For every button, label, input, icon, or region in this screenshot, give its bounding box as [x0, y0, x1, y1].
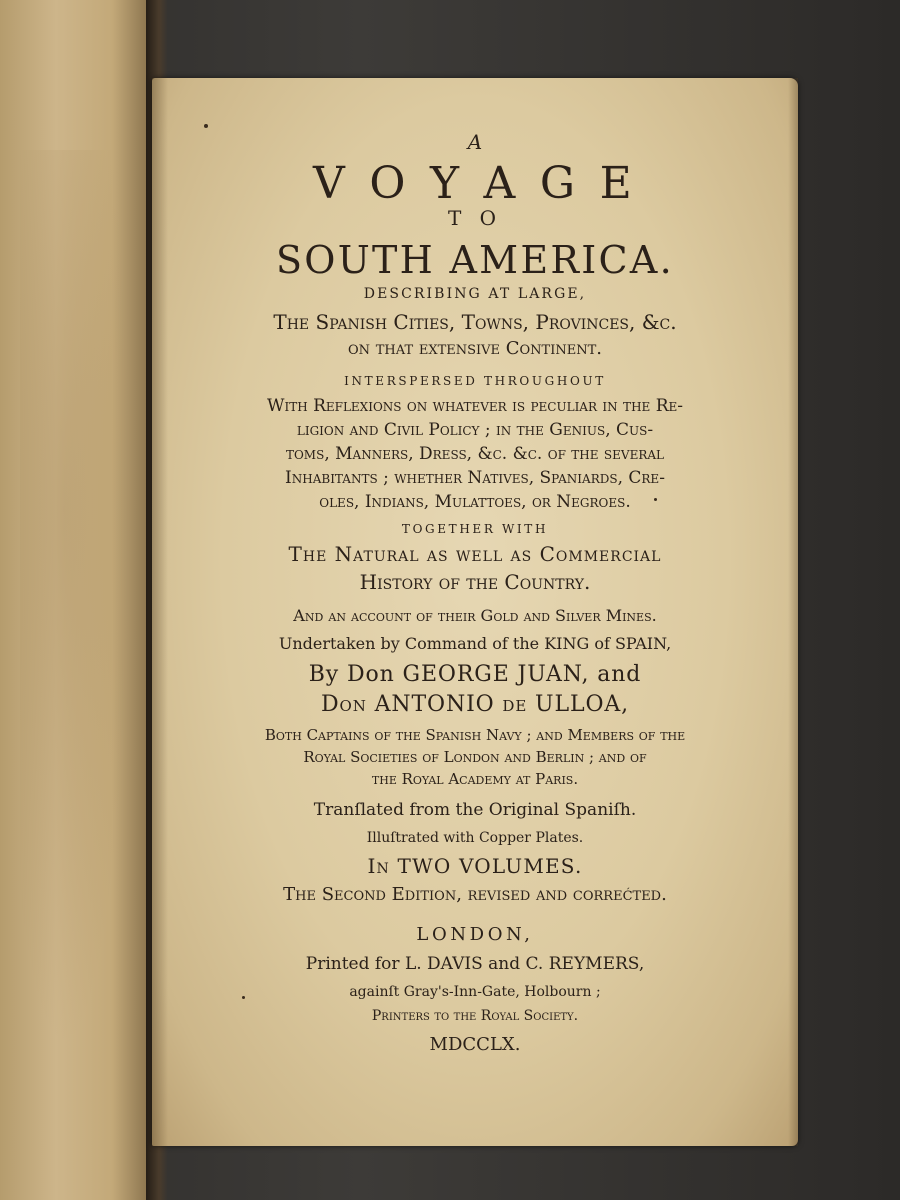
left-page-stain: [20, 150, 130, 1050]
imprint-printed-for: Printed for L. DAVIS and C. REYMERS,: [305, 954, 645, 974]
describing-heading: DESCRIBING AT LARGE,: [363, 286, 587, 302]
title-south-america: SOUTH AMERICA.: [275, 238, 674, 282]
foxing-spot: [204, 124, 208, 128]
reflexions-line-3: toms, Manners, Dress, &c. &c. of the ſeveral: [285, 444, 665, 464]
continent-line: on that extenſive Continent.: [348, 338, 602, 359]
imprint-year: MDCCLX.: [429, 1034, 521, 1055]
translated-line: Tranſlated from the Original Spaniſh.: [313, 800, 637, 820]
reflexions-line-5: oles, Indians, Mulattoes, or Negroes.: [319, 492, 631, 512]
reflexions-line-4: Inhabitants ; whether Natives, Spaniards, Cre-: [285, 468, 665, 488]
illustrated-line: Illuſtrated with Copper Plates.: [366, 830, 584, 846]
mines-line: And an account of their Gold and Silver Mines.: [293, 606, 657, 625]
imprint-city: LONDON,: [416, 924, 534, 945]
cities-line: The Spanish Cities, Towns, Provinces, &c.: [273, 310, 677, 334]
author-ulloa: Don ANTONIO de ULLOA,: [321, 692, 629, 717]
volumes-line: In TWO VOLUMES.: [367, 854, 583, 878]
natural-history-line-1: The Natural as well as Commercial: [288, 542, 662, 566]
command-line: Undertaken by Command of the KING of SPAIN,: [278, 634, 672, 653]
title-to: T O: [447, 206, 503, 230]
edition-line: The Second Edition, reviſed and correćted.: [283, 884, 667, 905]
captains-line-3: the Royal Academy at Paris.: [371, 770, 579, 788]
captains-line-2: Royal Societies of London and Berlin ; and of: [303, 748, 647, 766]
title-article: A: [467, 130, 483, 154]
imprint-address: againſt Gray's-Inn-Gate, Holbourn ;: [349, 984, 601, 1000]
left-page: [0, 0, 160, 1200]
reflexions-line-1: With Reflexions on whatever is peculiar in the Re-: [266, 396, 683, 416]
natural-history-line-2: History of the Country.: [359, 570, 591, 594]
author-juan: By Don GEORGE JUAN, and: [308, 662, 642, 687]
captains-line-1: Both Captains of the Spanish Navy ; and Members of the: [264, 726, 686, 744]
interspersed-heading: INTERSPERSED THROUGHOUT: [344, 374, 606, 388]
reflexions-line-2: ligion and Civil Policy ; in the Genius, Cus-: [296, 420, 654, 440]
together-heading: TOGETHER WITH: [401, 522, 549, 536]
title-page: [152, 78, 798, 1146]
title-voyage: V O Y A G E: [313, 158, 637, 209]
imprint-printers: Printers to the Royal Society.: [371, 1008, 579, 1024]
